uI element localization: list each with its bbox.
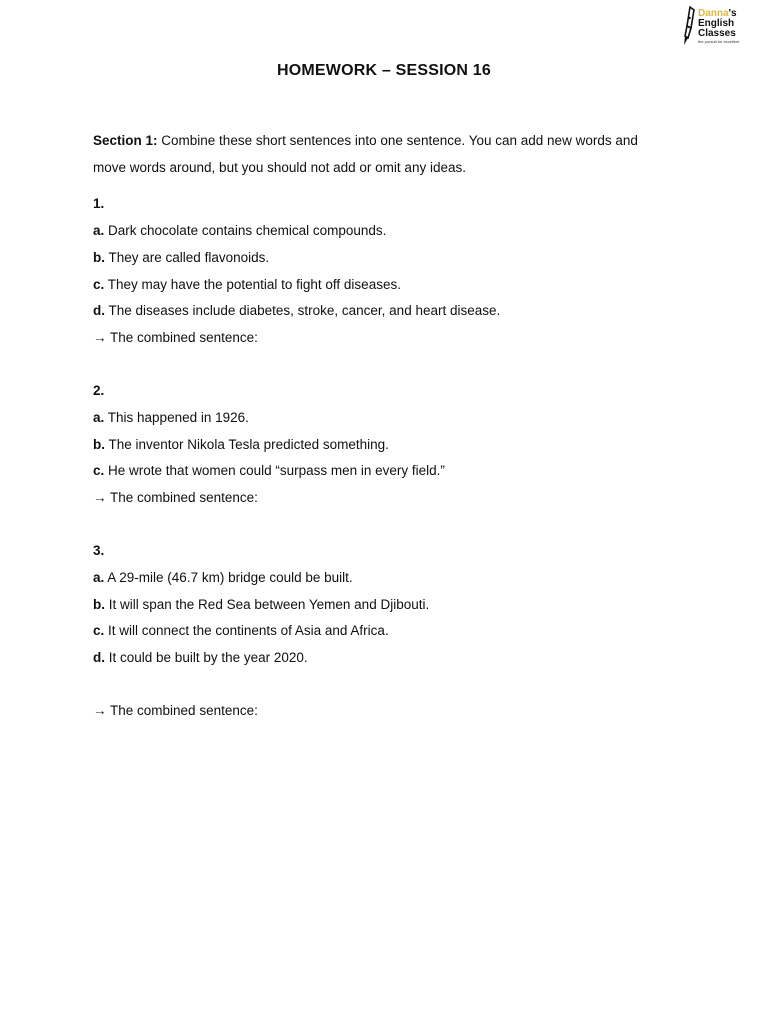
question-number: 2. <box>93 383 105 398</box>
fountain-pen-icon <box>681 6 697 46</box>
list-item: b. It will span the Red Sea between Yemen and Djibouti. <box>93 597 430 612</box>
arrow-right-icon: → <box>93 490 107 505</box>
list-item: c. They may have the potential to fight off diseases. <box>93 277 401 292</box>
list-item: a. Dark chocolate contains chemical compounds. <box>93 223 387 238</box>
combined-sentence-prompt: → The combined sentence: <box>93 330 258 345</box>
combined-sentence-prompt: → The combined sentence: <box>93 490 258 505</box>
list-item: c. It will connect the continents of Asia and Africa. <box>93 623 389 638</box>
arrow-right-icon: → <box>93 703 107 718</box>
list-item: d. It could be built by the year 2020. <box>93 650 308 665</box>
list-item: b. They are called flavonoids. <box>93 250 270 265</box>
list-item: d. The diseases include diabetes, stroke, cancer, and heart disease. <box>93 303 501 318</box>
question-number: 3. <box>93 543 105 558</box>
section-instruction-text: Combine these short sentences into one sentence. You can add new words and move words around, but you should not add or omit any ideas. <box>93 133 638 175</box>
list-item: b. The inventor Nikola Tesla predicted something. <box>93 437 389 452</box>
list-item: c. He wrote that women could “surpass men in every field.” <box>93 463 445 478</box>
combined-sentence-prompt: → The combined sentence: <box>93 703 258 718</box>
page-title: HOMEWORK – SESSION 16 <box>276 62 492 79</box>
brand-logo <box>679 6 759 48</box>
list-item: a. This happened in 1926. <box>93 410 249 425</box>
list-item: a. A 29-mile (46.7 km) bridge could be built. <box>93 570 353 585</box>
section-label: Section 1: <box>93 133 158 148</box>
logo-brand-line3: Classes <box>698 28 736 39</box>
question-number: 1. <box>93 196 105 211</box>
logo-brand-line1: Danna's <box>698 8 737 19</box>
logo-tagline: the pursuit for excellent <box>698 39 740 44</box>
arrow-right-icon: → <box>93 330 107 345</box>
logo-brand-line2: English <box>698 18 735 29</box>
section-instructions <box>93 127 673 181</box>
